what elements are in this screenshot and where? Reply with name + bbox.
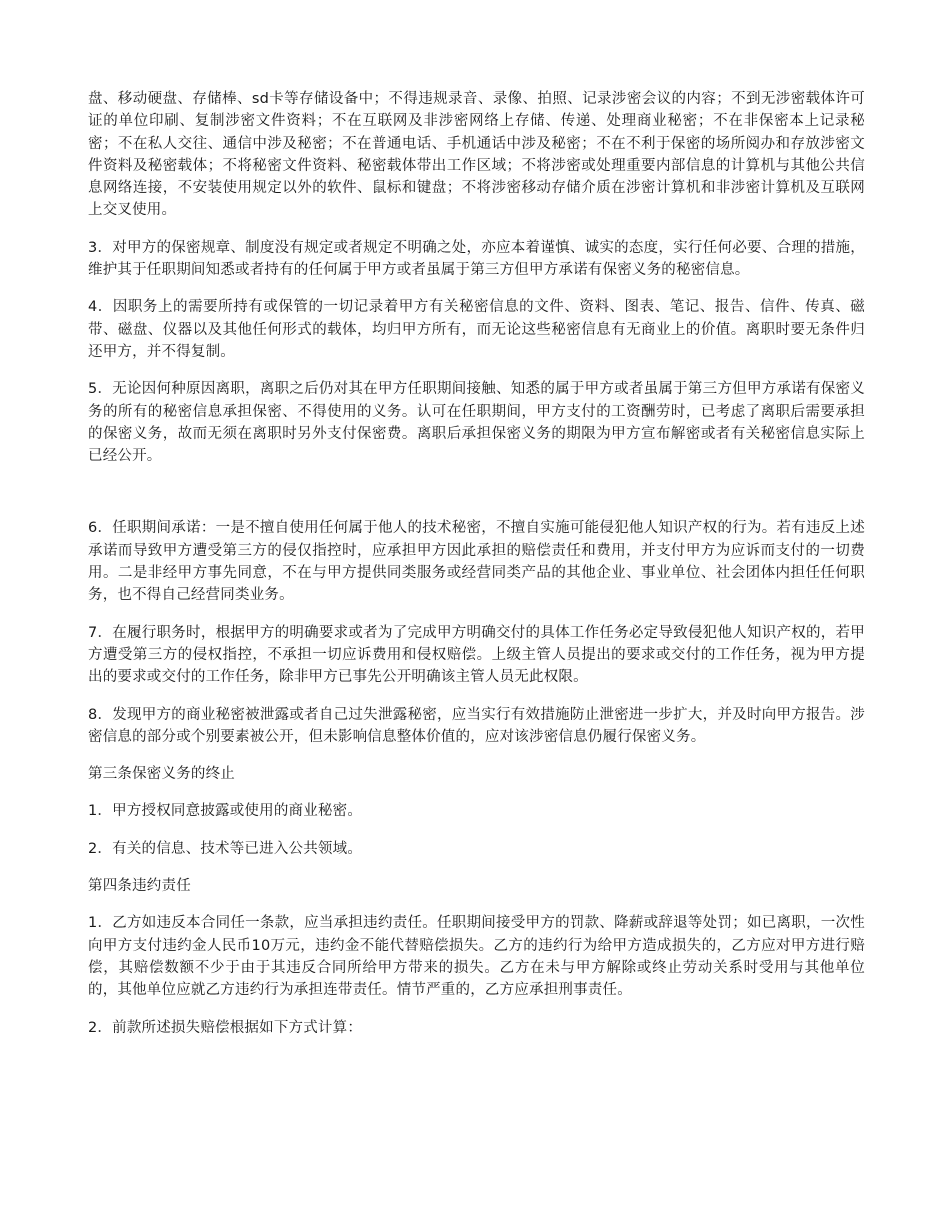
paragraph-clause-5: 5．无论因何种原因离职，离职之后仍对其在甲方任职期间接触、知悉的属于甲方或者虽属于第三方但甲方承诺有保密义务的所有的秘密信息承担保密、不得使用的义务。认可在任职期间，甲方支付的工资酬劳时，已考虑了离职后需要承担的保密义务，故而无须在离职时另外支付保密费。离职后承担保密义务的期限为甲方宣布解密或者有关秘密信息实际上已经公开。 <box>88 381 865 465</box>
paragraph-article-4-item-2: 2．前款所述损失赔偿根据如下方式计算： <box>88 1019 363 1036</box>
paragraph-clause-6: 6．任职期间承诺：一是不擅自使用任何属于他人的技术秘密，不擅自实施可能侵犯他人知识产权的行为。若有违反上述承诺而导致甲方遭受第三方的侵仅指控时，应承担甲方因此承担的赔偿责任和费用，并支付甲方为应诉而支付的一切费用。二是非经甲方事先同意，不在与甲方提供同类服务或经营同类产品的其他企业、事业单位、社会团体内担任任何职务，也不得自己经营同类业务。 <box>88 520 865 604</box>
paragraph-confidentiality-prohibitions: 盘、移动硬盘、存储棒、sd卡等存储设备中；不得违规录音、录像、拍照、记录涉密会议的内容；不到无涉密载体许可证的单位印刷、复制涉密文件资料；不在互联网及非涉密网络上存储、传递、处理商业秘密；不在非保密本上记录秘密；不在私人交往、通信中涉及秘密；不在普通电话、手机通话中涉及秘密；不在不利于保密的场所阅办和存放涉密文件资料及秘密载体；不将秘密文件资料、秘密载体带出工作区域；不将涉密或处理重要内部信息的计算机与其他公共信息网络连接，不安装使用规定以外的软件、鼠标和键盘；不将涉密移动存储介质在涉密计算机和非涉密计算机及互联网上交叉使用。 <box>88 91 865 219</box>
paragraph-clause-3: 3．对甲方的保密规章、制度没有规定或者规定不明确之处，亦应本着谨慎、诚实的态度，实行任何必要、合理的措施，维护其于任职期间知悉或者持有的任何属于甲方或者虽属于第三方但甲方承诺有保密义务的秘密信息。 <box>88 239 865 279</box>
paragraph-article-4-item-1: 1．乙方如违反本合同任一条款，应当承担违约责任。任职期间接受甲方的罚款、降薪或辞退等处罚；如已离职，一次性向甲方支付违约金人民币10万元，违约金不能代替赔偿损失。乙方的违约行为给甲方造成损失的，乙方应对甲方进行赔偿，其赔偿数额不少于由于其违反合同所给甲方带来的损失。乙方在未与甲方解除或终止劳动关系时受用与其他单位的，其他单位应就乙方违约行为承担连带责任。情节严重的，乙方应承担刑事责任。 <box>88 915 865 999</box>
paragraph-clause-8: 8．发现甲方的商业秘密被泄露或者自己过失泄露秘密，应当实行有效措施防止泄密进一步扩大，并及时向甲方报告。涉密信息的部分或个别要素被公开，但未影响信息整体价值的，应对该涉密信息仍履行保密义务。 <box>88 706 865 745</box>
paragraph-article-3-item-1: 1．甲方授权同意披露或使用的商业秘密。 <box>88 803 363 820</box>
section-heading-article-4: 第四条违约责任 <box>88 878 191 895</box>
section-heading-article-3: 第三条保密义务的终止 <box>88 766 235 783</box>
section-spacer <box>88 482 865 517</box>
paragraph-clause-4: 4．因职务上的需要所持有或保管的一切记录着甲方有关秘密信息的文件、资料、图表、笔记、报告、信件、传真、磁带、磁盘、仪器以及其他任何形式的载体，均归甲方所有，而无论这些秘密信息有无商业上的价值。离职时要无条件归还甲方，并不得复制。 <box>88 299 865 360</box>
paragraph-article-3-item-2: 2．有关的信息、技术等已进入公共领域。 <box>88 840 363 857</box>
paragraph-clause-7: 7．在履行职务时，根据甲方的明确要求或者为了完成甲方明确交付的具体工作任务必定导致侵犯他人知识产权的，若甲方遭受第三方的侵权指控，不承担一切应诉费用和侵权赔偿。上级主管人员提出的要求或交付的工作任务，视为甲方提出的要求或交付的工作任务，除非甲方已事先公开明确该主管人员无此权限。 <box>88 624 865 686</box>
